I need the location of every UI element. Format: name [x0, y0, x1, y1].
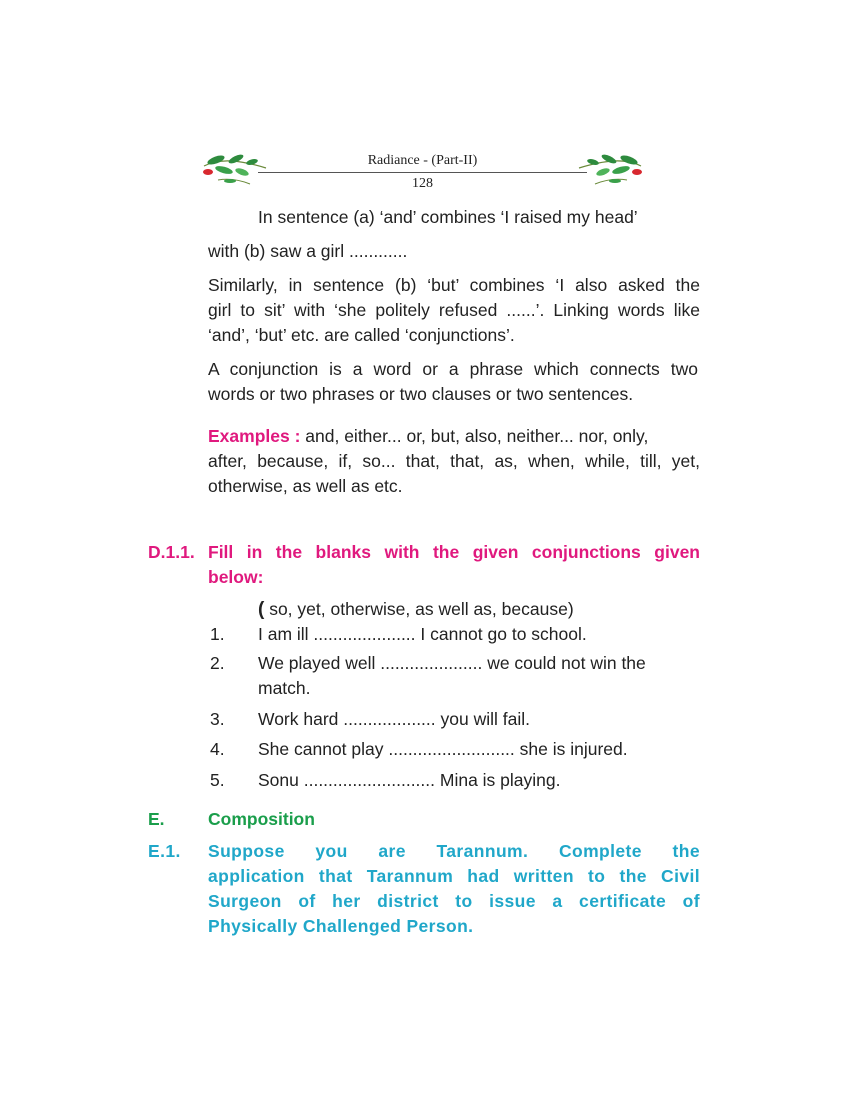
item-text-3: Work hard ................... you will fail. [258, 709, 530, 729]
intro-line-1: In sentence (a) ‘and’ combines ‘I raised my head’ [258, 207, 638, 227]
exercise-e1-line-2: application that Tarannum had written to the Civil [208, 866, 700, 886]
item-number-4: 4. [210, 739, 225, 759]
options-list: so, yet, otherwise, as well as, because) [269, 599, 574, 619]
exercise-e1-line-1: Suppose you are Tarannum. Complete the [208, 841, 700, 861]
item-text-2: We played well ..................... we could not win the [258, 653, 646, 673]
examples-text-1: and, either... or, but, also, neither... nor, only, [305, 426, 649, 446]
conjunction-options [258, 597, 574, 622]
item-number-3: 3. [210, 709, 225, 729]
para3-line-2: words or two phrases or two clauses or two sentences. [208, 384, 634, 404]
leaf-ornament-right-icon [575, 150, 645, 186]
examples-line-3: otherwise, as well as etc. [208, 476, 403, 496]
header-rule [258, 172, 587, 173]
examples-label: Examples : [208, 426, 301, 446]
exercise-e1-label: E.1. [148, 841, 181, 861]
item-text-2-cont: match. [258, 678, 311, 698]
item-number-1: 1. [210, 624, 225, 644]
para2-line-3: ‘and’, ‘but’ etc. are called ‘conjunctions’. [208, 325, 515, 345]
para2-line-1: Similarly, in sentence (b) ‘but’ combines ‘I also asked the [208, 275, 700, 295]
exercise-e1-line-3: Surgeon of her district to issue a certificate of [208, 891, 700, 911]
page-header [200, 150, 645, 200]
item-text-1: I am ill ..................... I cannot go to school. [258, 624, 587, 644]
exercise-d-label: D.1.1. [148, 542, 195, 562]
page-number: 128 [412, 176, 433, 191]
item-number-5: 5. [210, 770, 225, 790]
item-number-2: 2. [210, 653, 225, 673]
examples-line-1 [208, 424, 700, 449]
exercise-d-heading-2: below: [208, 567, 264, 587]
item-text-4: She cannot play .......................... she is injured. [258, 739, 628, 759]
para3-line-1: A conjunction is a word or a phrase which connects two [208, 359, 698, 379]
exercise-e1-line-4: Physically Challenged Person. [208, 916, 474, 936]
section-e-label: E. [148, 809, 165, 829]
exercise-d-heading-1: Fill in the blanks with the given conjunctions given [208, 542, 700, 562]
section-e-heading: Composition [208, 809, 315, 829]
examples-line-2: after, because, if, so... that, that, as, when, while, till, yet, [208, 451, 700, 471]
options-open-paren: ( [258, 599, 265, 620]
para2-line-2: girl to sit’ with ‘she politely refused ......’. Linking words like [208, 300, 700, 320]
item-text-5: Sonu ........................... Mina is playing. [258, 770, 561, 790]
intro-line-2: with (b) saw a girl ............ [208, 241, 408, 261]
book-title: Radiance - (Part-II) [367, 153, 478, 168]
